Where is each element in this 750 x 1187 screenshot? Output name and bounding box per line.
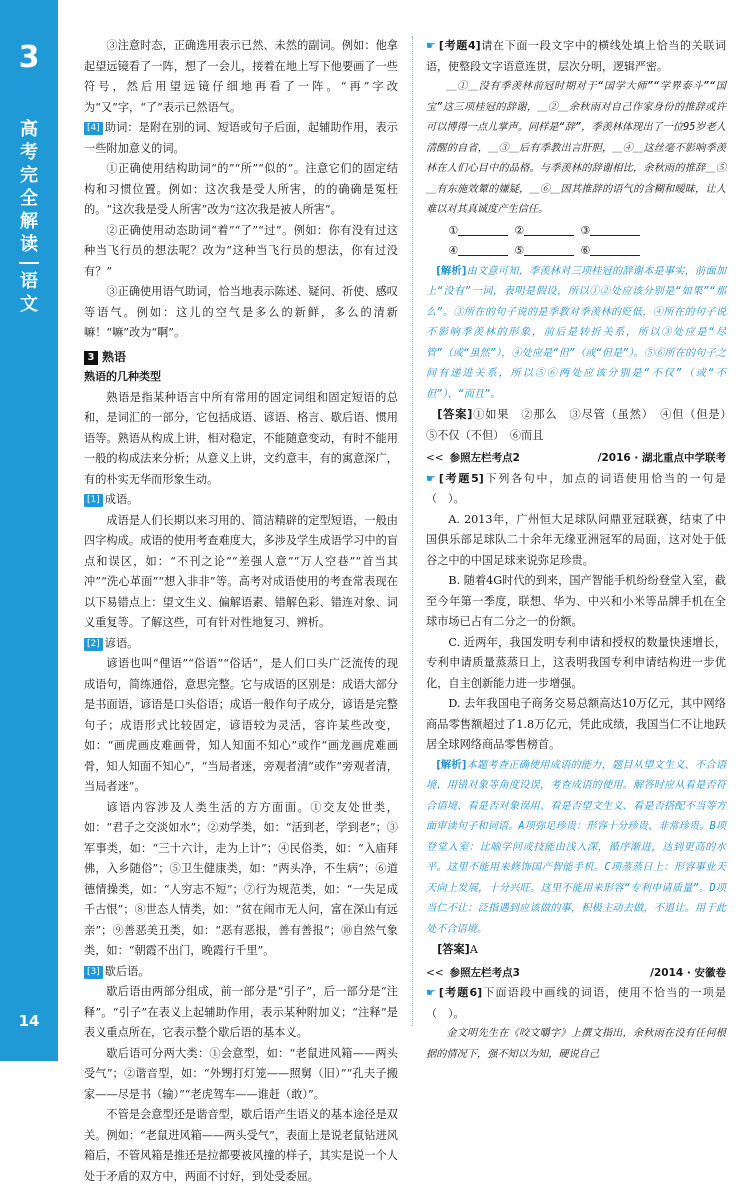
question-6: [426, 983, 726, 1024]
question-5: [426, 469, 726, 510]
question-tag: [考题4]: [438, 39, 481, 52]
option-d[interactable]: D. 去年我国电子商务交易总额高达10万亿元，其中网络商品零售额超过了1.8万亿元，凭此成绩，我国当仁不让地跃居全球网络商品零售榜首。: [426, 697, 726, 751]
answer-blanks-row-2: [426, 241, 726, 262]
answer-blanks-row-1: [426, 221, 726, 242]
answer-blank[interactable]: [514, 241, 574, 262]
paragraph: 谚语也叫“俚语”“俗语”“俗话”，是人们口头广泛流传的现成语句，简练通俗，意思完整。它与成语的区别是：成语大部分是书面语，谚语是口头俗语；成语一般作句子成分，谚语是完整句子；成语形式比较固定，谚语较为灵活，容许某些改变，如：“画虎画皮难画骨，知人知面不知心”或作“画龙画虎难画骨，知人知面不知心”，“当局者迷，旁观者清”或作“旁观者清，当局者迷”。: [84, 657, 398, 793]
section-title: 熟语: [102, 349, 127, 364]
answer-block: [426, 405, 738, 446]
blank-label: ③: [580, 223, 591, 237]
paragraph: ②正确使用动态助词“着”“了”“过”。例如：你有没有过这种当飞行员的想法呢？改为“这种当飞行员的想法，你有过没有？”: [84, 223, 398, 278]
item-label: 谚语。: [104, 636, 139, 650]
paragraph: ①正确使用结构助词“的”“所”“似的”。注意它们的固定结构和习惯位置。例如：这次我是受人所害，的的确确是冤枉的。“这次我是受人所害”改为“这次我是被人所害”。: [84, 162, 398, 216]
reference-label: 参照左栏考点2: [449, 452, 520, 464]
analysis-text: 由文意可知，季羡林对三项桂冠的辞谢本是事实，前面加上“没有”一词，表明是假设，所以①②处应该分别是“如果”“那么”。③所在的句子说的是季教对季羡林的贬低，④所在的句子说不影响季羡林的形象，前后是转折关系，所以③处应是“尽管”（或“虽然”），④处应是“但”（或“但是”）。⑤⑥所在的句子之间有递进关系，所以⑤⑥两处应该分别是“不仅”（或“不但”）、“而且”。: [426, 265, 727, 400]
left-column: [84, 36, 398, 1187]
chapter-number: 3: [18, 40, 40, 75]
analysis-label: [解析]: [436, 759, 467, 771]
paragraph: ③注意时态，正确选用表示已然、未然的副词。例如：他拿起望远镜看了一阵，想了一会儿，接着在地上写下他要画了一些符号，然后用望远镜仔细地再看了一阵。“再”字改为“又”字，“了”表示已然语气。: [84, 39, 398, 114]
question-tag: [考题5]: [438, 471, 484, 485]
option-a[interactable]: A. 2013年，广州恒大足球队问鼎亚冠联赛，结束了中国俱乐部足球队二十余年无缘亚洲冠军的局面，这对处于低谷之中的中国足球来说弥足珍贵。: [426, 512, 726, 567]
book-title-char: 全: [20, 188, 38, 209]
question-passage: 金文明先生在《咬文嚼字》上撰文指出，余秋雨在没有任何根据的情况下，强不知以为知，硬说自己: [426, 1028, 726, 1060]
subject-char: 语: [20, 271, 38, 292]
pointing-hand-icon: ☛: [426, 39, 436, 52]
book-title-char: 考: [20, 142, 38, 163]
book-title: [0, 118, 58, 316]
analysis-text: 本题考查正确使用成语的能力，题目从望文生义、不合语境、用错对象等角度设误，考查成语的使用。解答时应从看是否符合语境、看是否对象误用、看是否望文生义、看是否搭配不当等方面审读句子和词语。A项弥足珍贵：形容十分珍贵、非常珍贵。B项登堂入室：比喻学问或技能由浅入深，循序渐进，达到更高的水平。这里不能用来修饰国产智能手机。C项蒸蒸日上：形容事业天天向上发展，十分兴旺。这里不能用来形容“专利申请质量”。D项当仁不让：泛指遇到应该做的事，积极主动去做，不退让。用于此处不合语境。: [426, 759, 727, 935]
blank-label: ②: [514, 223, 525, 237]
reference-source: /2014 · 安徽卷: [650, 966, 726, 979]
reference-label: 参照左栏考点3: [449, 966, 520, 979]
item-heading: [84, 634, 398, 655]
section-heading: [84, 347, 398, 368]
paragraph-text: 助词：是附在别的词、短语或句子后面，起辅助作用，表示一些附加意义的词。: [84, 121, 398, 155]
item-heading: [84, 962, 398, 983]
answer-label: [答案]: [437, 408, 473, 421]
paragraph: 歇后语由两部分组成，前一部分是“引子”，后一部分是“注释”。“引子”在表义上起辅助作用，表示某种附加义；“注释”是表义重点所在，它表示整个歇后语的基本义。: [84, 985, 398, 1039]
blank-label: ④: [448, 244, 459, 257]
subject-char: 文: [20, 294, 38, 315]
paragraph: 熟语是指某种语言中所有常用的固定词组和固定短语的总和，是词汇的一部分，它包括成语、谚语、格言、歇后语、惯用语等。熟语从构成上讲，相对稳定，不能随意变动，有时不能用一般的构成法来分析；从意义上讲，文约意丰，有的寓意深广，有的朴实无华而形象生动。: [84, 390, 398, 486]
item-tag: [1]: [84, 494, 103, 507]
answer-text: A: [469, 943, 478, 956]
item-tag: [2]: [84, 638, 103, 651]
question-tag: [考题6]: [438, 986, 483, 999]
item-label: 歇后语。: [104, 964, 150, 978]
option-b[interactable]: B. 随着4G时代的到来，国产智能手机纷纷登堂入室，截至今年第一季度，联想、华为、中兴和小米等品牌手机在全球市场已占有二分之一的份额。: [426, 574, 726, 628]
item-tag: [4]: [84, 122, 103, 135]
paragraph: 成语是人们长期以来习用的、简洁精辟的定型短语，一般由四字构成。成语的使用考查难度大，多涉及学生成语学习中的盲点和误区，如：“不刊之论”“差强人意”“万人空巷”“首当其冲”“洗心革面”“想入非非”等。高考对成语使用的考查常表现在以下易错点上：望文生义、偏解语素、错解色彩、错连对象、词义重复等。了解这些，可有针对性地复习、辨析。: [84, 513, 398, 629]
book-title-char: 高: [20, 119, 38, 140]
question-4: [426, 36, 726, 77]
blank-label: ①: [448, 223, 459, 237]
question-text: 下面语段中画线的词语，使用不恰当的一项是（ ）。: [426, 986, 727, 1020]
pointing-hand-icon: ☛: [426, 986, 436, 999]
answer-label: [答案]: [437, 943, 470, 956]
reference-line: [426, 448, 726, 469]
page-number: 14: [18, 1012, 40, 1030]
blank-label: ⑤: [514, 244, 525, 257]
paragraph-auxiliary: [84, 118, 398, 159]
option-c[interactable]: C. 近两年，我国发明专利申请和授权的数量快速增长，专利申请质量蒸蒸日上，这表明我国专利申请结构进一步优化，自主创新能力进一步增强。: [426, 635, 726, 690]
book-title-char: 读: [20, 234, 38, 255]
answer-text: ①如果 ②那么 ③尽管（虽然） ④但（但是） ⑤不仅（不但） ⑥而且: [426, 408, 738, 442]
column-divider: [412, 36, 413, 1026]
chapter-sidebar: [0, 0, 58, 1061]
item-tag: [3]: [84, 966, 103, 979]
book-title-char: 解: [20, 211, 38, 232]
answer-blank[interactable]: [580, 241, 640, 262]
analysis-block: [426, 756, 726, 941]
subsection-heading: 熟语的几种类型: [84, 370, 161, 383]
item-label: 成语。: [104, 493, 139, 506]
paragraph: ③正确使用语气助词，恰当地表示陈述、疑问、祈使、感叹等语气。例如：这儿的空气是多么的新鲜，多么的清新嘛！“嘛”改为“啊”。: [84, 285, 398, 339]
question-text: 下列各句中，加点的词语使用恰当的一句是（ ）。: [426, 471, 726, 505]
answer-blank[interactable]: [514, 221, 574, 242]
analysis-label: [解析]: [436, 265, 467, 277]
paragraph: 歇后语可分两大类：①会意型，如：“老鼠进风箱——两头受气”；②谐音型，如：“外甥打灯笼——照舅（旧）”“孔夫子搬家——尽是书（输）”“老虎驾车——谁赶（敢）”。: [84, 1046, 398, 1101]
question-text: 请在下面一段文字中的横线处填上恰当的关联词语，使整段文字语意连贯，层次分明，逻辑严密。: [426, 39, 726, 73]
double-chevron-left-icon: <<: [426, 452, 444, 464]
reference-line: [426, 963, 726, 984]
question-passage: ＿①＿没有季羡林前冠时期对于“国学大师”“学界泰斗”“国宝”这三项桂冠的辞谢，＿②＿余秋雨对自己作家身份的推辞或许可以博得一点儿掌声。同样是“辞”，季羡林体现出了一位95岁老人清醒的自省，＿③＿后有季教出言肝胆，＿④＿这丝毫不影响季羡林在人们心目中的品格。与季羡林的辞谢相比，余秋雨的推辞＿⑤＿有东施效颦的嫌疑，＿⑥＿因其推辞的语气的含糊和暧昧，让人难以对其真诚度产生信任。: [426, 81, 726, 215]
right-column: [426, 36, 738, 1065]
paragraph: 谚语内容涉及人类生活的方方面面。①交友处世类，如：“君子之交淡如水”；②劝学类，如：“活到老，学到老”；③军事类，如：“三十六计，走为上计”；④民俗类，如：“入庙拜佛，入乡随俗”；⑤卫生健康类，如：“两头净，不生病”；⑥道德情操类，如：“人穷志不短”；⑦行为规范类，如：“一失足成千古恨”；⑧世态人情类，如：“贫在闹市无人问，富在深山有远亲”；⑨善恶美丑类，如：“恶有恶报，善有善报”；⑩自然气象类，如：“朝霞不出门，晚霞行千里”。: [84, 800, 398, 957]
analysis-block: [426, 262, 726, 406]
double-chevron-left-icon: <<: [426, 966, 444, 979]
answer-blank[interactable]: [448, 221, 508, 242]
section-number: 3: [84, 351, 98, 365]
answer-blank[interactable]: [448, 241, 508, 262]
item-heading: [84, 490, 398, 511]
blank-label: ⑥: [580, 244, 591, 257]
pointing-hand-icon: ☛: [426, 471, 436, 485]
paragraph: 不管是会意型还是谐音型，歇后语产生语义的基本途径是双关。例如：“老鼠进风箱——两头受气”，表面上是说老鼠钻进风箱后，不管风箱是推还是拉都要被风撞的样子，其实是说一个人处于矛盾的双方中，两面不讨好，到处受委屈。: [84, 1108, 398, 1183]
answer-blank[interactable]: [580, 221, 640, 242]
answer-block: [426, 940, 726, 961]
reference-source: /2016 · 湖北重点中学联考: [597, 452, 726, 464]
book-title-char: 完: [20, 165, 38, 186]
title-separator: [19, 262, 39, 264]
